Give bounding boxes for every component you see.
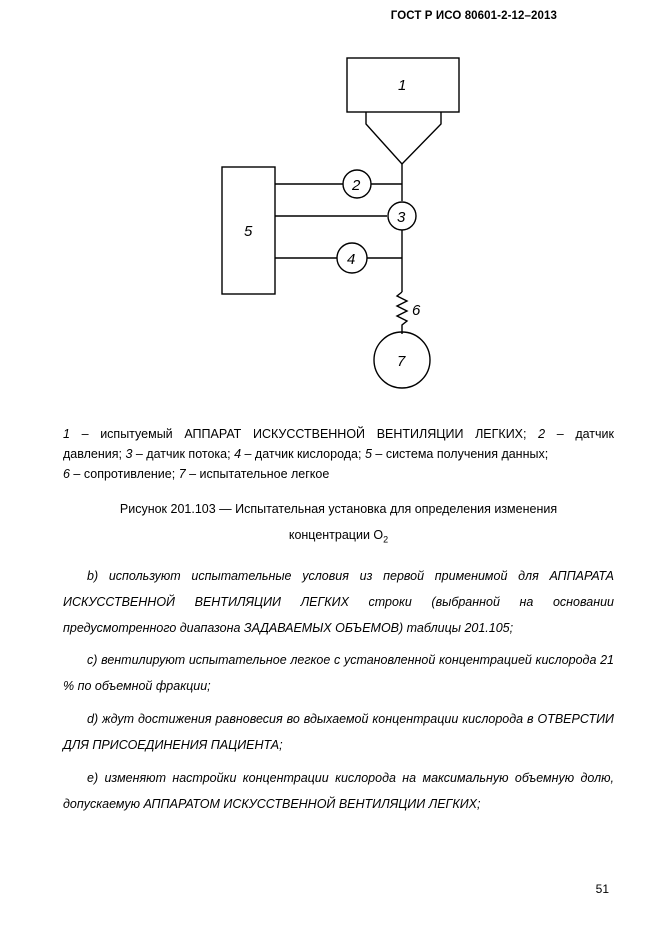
legend-num: 5 — [364, 447, 372, 461]
label-5: 5 — [244, 223, 253, 240]
caption-subscript: 2 — [383, 534, 389, 545]
legend-text: – датчик — [545, 427, 614, 441]
legend-num: 3 — [125, 447, 133, 461]
paragraph-e: e) изменяют настройки концентрации кислорода на максимальную объемную долю, допускаемую АППАРАТОМ ИСКУССТВЕННОЙ ВЕНТИЛЯЦИИ ЛЕГКИХ; — [63, 771, 614, 811]
document-header: ГОСТ Р ИСО 80601-2-12–2013 — [390, 10, 557, 22]
label-2: 2 — [352, 177, 361, 194]
label-6: 6 — [412, 302, 421, 319]
paragraph-d: d) ждут достижения равновесия во вдыхаемой концентрации кислорода в ОТВЕРСТИИ ДЛЯ ПРИСОЕДИНЕНИЯ ПАЦИЕНТА; — [63, 712, 614, 752]
legend-line — [63, 424, 614, 444]
test-setup-diagram — [0, 0, 661, 400]
legend-num: 2 — [538, 427, 546, 441]
legend-line — [63, 444, 614, 464]
caption-line-1: Рисунок 201.103 — Испытательная установка для определения изменения — [119, 502, 558, 516]
legend-text: – испытательное легкое — [185, 467, 330, 481]
legend-num: 6 — [63, 467, 70, 481]
figure-caption — [63, 496, 614, 553]
resistance-zigzag — [397, 292, 407, 334]
label-1: 1 — [398, 77, 407, 94]
legend-num: 4 — [234, 447, 242, 461]
caption-text: концентрации O — [288, 528, 384, 542]
legend-text: – система получения данных; — [371, 447, 549, 461]
paragraph-b: b) используют испытательные условия из первой применимой для АППАРАТА ИСКУССТВЕННОЙ ВЕНТИЛЯЦИИ ЛЕГКИХ строки (выбранной на основании предусмотренного диапазона ЗАДАВАЕМЫХ ОБЪЕМОВ) таблицы 201.105; — [63, 569, 614, 635]
diagram-svg — [0, 0, 661, 400]
legend-text: – сопротивление; — [69, 467, 179, 481]
label-3: 3 — [397, 209, 406, 226]
ventilator-funnel — [366, 112, 441, 164]
legend-num: 1 — [63, 427, 70, 441]
legend-num: 7 — [178, 467, 186, 481]
legend-line — [63, 464, 614, 484]
paragraph-c: c) вентилируют испытательное легкое с установленной концентрацией кислорода 21 % по объемной фракции; — [63, 653, 614, 693]
caption-line-2 — [63, 522, 614, 553]
label-4: 4 — [347, 251, 356, 268]
label-7: 7 — [397, 353, 406, 370]
page-number: 51 — [595, 882, 609, 896]
figure-legend — [63, 424, 614, 484]
legend-text: давления; — [63, 447, 126, 461]
legend-text: – датчик кислорода; — [241, 447, 365, 461]
legend-text: – датчик потока; — [132, 447, 235, 461]
legend-text: – испытуемый АППАРАТ ИСКУССТВЕННОЙ ВЕНТИЛЯЦИИ ЛЕГКИХ; — [69, 427, 539, 441]
